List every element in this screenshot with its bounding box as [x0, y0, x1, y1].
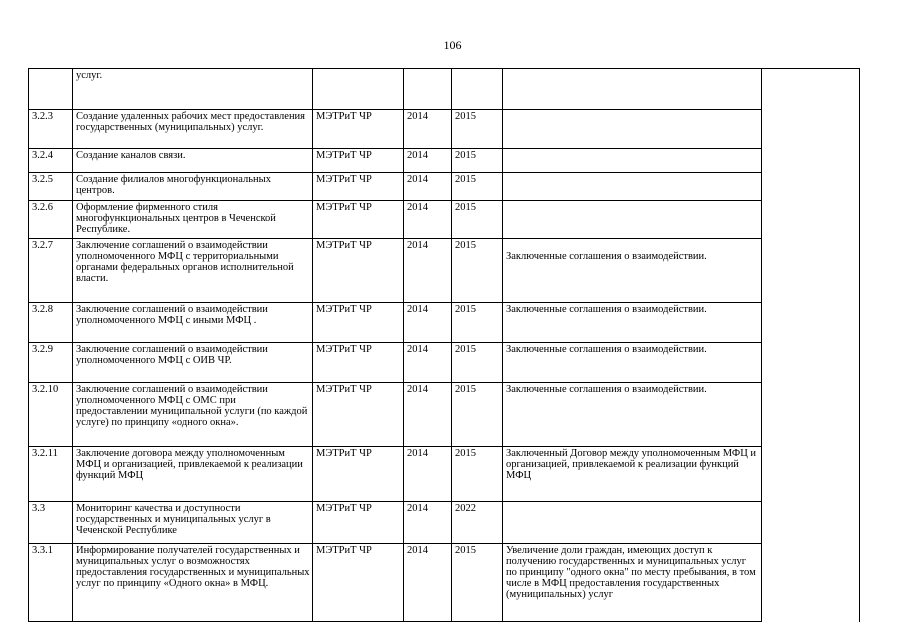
end-year: 2015: [452, 303, 503, 343]
activity-name: Создание каналов связи.: [76, 150, 186, 161]
row-number: 3.3.1: [29, 544, 73, 622]
responsible-org: МЭТРиТ ЧР: [313, 149, 404, 173]
expected-result-cell: [503, 502, 762, 544]
expected-result-cell: [503, 447, 762, 502]
responsible-org: МЭТРиТ ЧР: [313, 502, 404, 544]
responsible-org: МЭТРиТ ЧР: [313, 239, 404, 303]
row-number: 3.2.11: [29, 447, 73, 502]
row-number: 3.2.8: [29, 303, 73, 343]
row-number: 3.2.10: [29, 383, 73, 447]
table-row: [29, 544, 860, 622]
expected-result: Заключенные соглашения о взаимодействии.: [506, 304, 707, 315]
table-row: [29, 201, 860, 239]
responsible-org: [313, 69, 404, 110]
expected-result: Заключенные соглашения о взаимодействии.: [506, 384, 707, 395]
table-row: [29, 502, 860, 544]
start-year: 2014: [404, 110, 452, 149]
responsible-org: МЭТРиТ ЧР: [313, 110, 404, 149]
activity-name-cell: [73, 303, 313, 343]
start-year: 2014: [404, 201, 452, 239]
activity-name: Информирование получателей государственных и муниципальных услуг о возможностях предоставления государственных и муниципальных услуг по принципу «Одного окна» в МФЦ.: [76, 545, 310, 589]
expected-result: Заключенный Договор между уполномоченным МФЦ и организацией, привлекаемой к реализации функций МФЦ: [506, 448, 757, 481]
row-number: 3.2.9: [29, 343, 73, 383]
responsible-org: МЭТРиТ ЧР: [313, 303, 404, 343]
table-row: [29, 173, 860, 201]
activity-name-cell: [73, 239, 313, 303]
table-row: [29, 303, 860, 343]
start-year: 2014: [404, 343, 452, 383]
expected-result-cell: [503, 110, 762, 149]
expected-result-cell: [503, 544, 762, 622]
start-year: 2014: [404, 447, 452, 502]
activity-name-cell: [73, 544, 313, 622]
row-number: 3.3: [29, 502, 73, 544]
start-year: 2014: [404, 502, 452, 544]
activity-name-cell: [73, 447, 313, 502]
activity-name: Оформление фирменного стиля многофункциональных центров в Чеченской Республике.: [76, 202, 276, 235]
responsible-org: МЭТРиТ ЧР: [313, 343, 404, 383]
activity-name-cell: [73, 383, 313, 447]
expected-result: Увеличение доли граждан, имеющих доступ к получению государственных и муниципальных услуг по принципу "одного окна" по месту пребывания, в том числе в МФЦ предоставления государственных (муниципальных) услуг: [506, 545, 756, 600]
table-row: [29, 343, 860, 383]
responsible-org: МЭТРиТ ЧР: [313, 383, 404, 447]
table-row: [29, 383, 860, 447]
page-number: 106: [443, 38, 462, 52]
start-year: 2014: [404, 173, 452, 201]
activity-name-cell: [73, 69, 313, 110]
extra-column-cell: [762, 69, 860, 622]
expected-result-cell: [503, 69, 762, 110]
activity-name-cell: [73, 173, 313, 201]
row-number: 3.2.7: [29, 239, 73, 303]
end-year: 2015: [452, 544, 503, 622]
end-year: 2015: [452, 110, 503, 149]
activity-name: услуг.: [76, 70, 103, 81]
activity-name: Заключение соглашений о взаимодействии уполномоченного МФЦ с иными МФЦ .: [76, 304, 268, 326]
start-year: 2014: [404, 544, 452, 622]
expected-result-cell: [503, 239, 762, 303]
activity-name: Создание удаленных рабочих мест предоставления государственных (муниципальных) услуг.: [76, 111, 306, 133]
start-year: 2014: [404, 239, 452, 303]
start-year: [404, 69, 452, 110]
expected-result-cell: [503, 149, 762, 173]
activity-table: [28, 68, 860, 622]
table-row: [29, 447, 860, 502]
table-row: [29, 110, 860, 149]
activity-name-cell: [73, 201, 313, 239]
responsible-org: МЭТРиТ ЧР: [313, 544, 404, 622]
start-year: 2014: [404, 149, 452, 173]
end-year: 2015: [452, 149, 503, 173]
activity-name: Создание филиалов многофункциональных центров.: [76, 174, 271, 196]
end-year: 2015: [452, 239, 503, 303]
end-year: 2015: [452, 173, 503, 201]
activity-name: Заключение соглашений о взаимодействии уполномоченного МФЦ с ОМС при предоставлении муниципальной услуги (по каждой услуге) по принципу «одного окна».: [76, 384, 308, 428]
start-year: 2014: [404, 383, 452, 447]
expected-result-cell: [503, 343, 762, 383]
activity-name: Заключение соглашений о взаимодействии уполномоченного МФЦ с ОИВ ЧР.: [76, 344, 268, 366]
row-number: 3.2.6: [29, 201, 73, 239]
activity-name-cell: [73, 343, 313, 383]
activity-name: Заключение договора между уполномоченным МФЦ и организацией, привлекаемой к реализации функций МФЦ: [76, 448, 303, 481]
activity-name-cell: [73, 110, 313, 149]
end-year: 2015: [452, 343, 503, 383]
row-number: 3.2.5: [29, 173, 73, 201]
table-row: [29, 149, 860, 173]
responsible-org: МЭТРиТ ЧР: [313, 447, 404, 502]
expected-result: Заключенные соглашения о взаимодействии.: [506, 251, 707, 262]
responsible-org: МЭТРиТ ЧР: [313, 201, 404, 239]
end-year: [452, 69, 503, 110]
expected-result: Заключенные соглашения о взаимодействии.: [506, 344, 707, 355]
expected-result-cell: [503, 173, 762, 201]
responsible-org: МЭТРиТ ЧР: [313, 173, 404, 201]
end-year: 2015: [452, 383, 503, 447]
expected-result-cell: [503, 303, 762, 343]
activity-name: Заключение соглашений о взаимодействии уполномоченного МФЦ с территориальными органами федеральных органов исполнительной власти.: [76, 240, 294, 284]
end-year: 2022: [452, 502, 503, 544]
activity-name-cell: [73, 502, 313, 544]
start-year: 2014: [404, 303, 452, 343]
activity-name-cell: [73, 149, 313, 173]
expected-result-cell: [503, 201, 762, 239]
row-number: 3.2.3: [29, 110, 73, 149]
expected-result-cell: [503, 383, 762, 447]
table-body: [29, 69, 860, 622]
row-number: [29, 69, 73, 110]
row-number: 3.2.4: [29, 149, 73, 173]
table-row: [29, 239, 860, 303]
activity-name: Мониторинг качества и доступности государственных и муниципальных услуг в Чеченской Республике: [76, 503, 271, 536]
end-year: 2015: [452, 201, 503, 239]
table-row: [29, 69, 860, 110]
end-year: 2015: [452, 447, 503, 502]
